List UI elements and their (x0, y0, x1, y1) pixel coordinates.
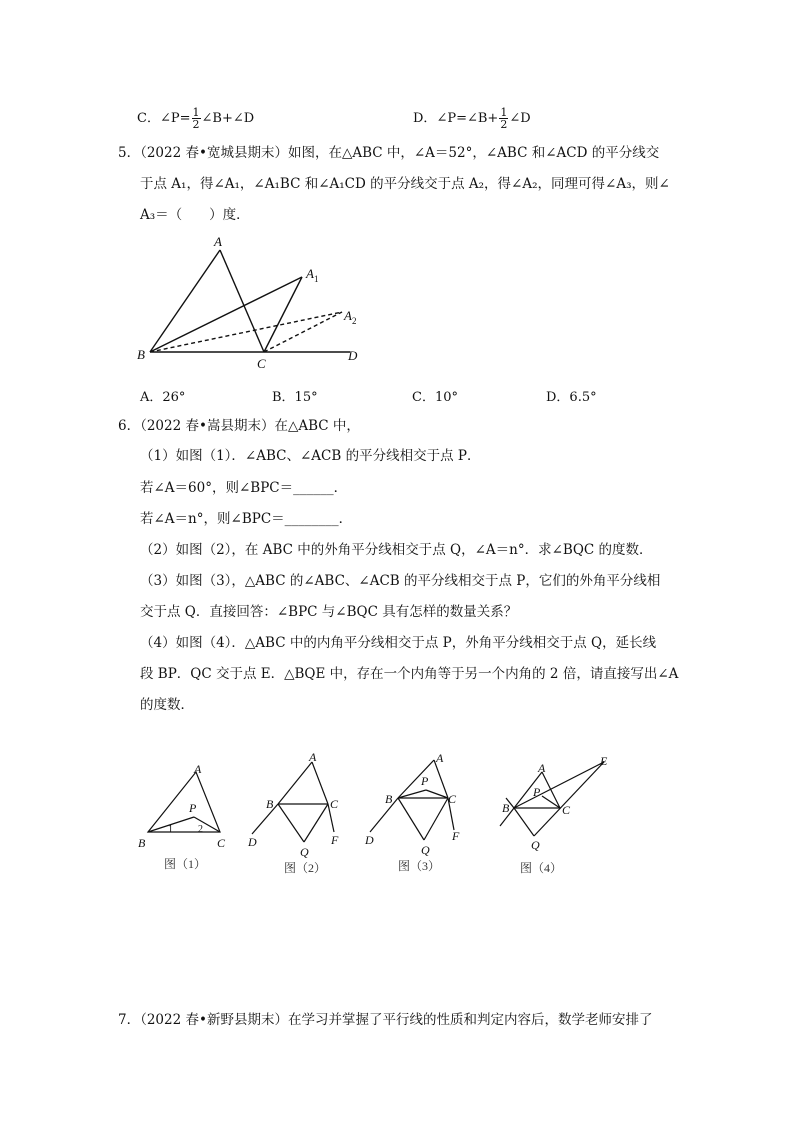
q6-line-5: （2）如图（2），在 ABC 中的外角平分线相交于点 Q，∠A＝n°．求∠BQC 的度数． (140, 542, 653, 558)
label-p: P (533, 785, 541, 799)
q6-line-6: （3）如图（3），△ABC 的∠ABC、∠ACB 的平分线相交于点 P，它们的外角平分线相 (140, 573, 661, 589)
line-ca1 (264, 277, 302, 352)
label-p: P (421, 774, 429, 788)
label-c: C (257, 356, 266, 371)
q6-figure-2 (242, 748, 352, 880)
label-q: Q (421, 843, 430, 857)
line-ba2 (150, 312, 342, 352)
option-c: C．∠P= $\frac{1}{2}$ ∠B+∠D (137, 106, 255, 131)
label-c: C (217, 836, 226, 850)
label-b: B (385, 792, 393, 806)
extension-bd (252, 804, 278, 834)
line-ca2 (264, 312, 342, 352)
label-b: B (137, 347, 145, 362)
label-a: A (309, 750, 317, 764)
caption: 图（3） (398, 859, 441, 873)
q6-figure-4 (494, 752, 622, 882)
line-bq (514, 808, 534, 836)
fraction: $\frac{1}{2}$ (192, 106, 200, 131)
q6-line-1: 6．（2022 春•嵩县期末）在△ABC 中， (118, 418, 360, 434)
q5-figure (130, 232, 370, 372)
side-ab (150, 250, 220, 352)
angle-2-label: 2 (198, 824, 203, 835)
line-cq (424, 798, 448, 840)
label-a1: $A_1$ (306, 266, 319, 284)
triangle-abc (148, 772, 220, 832)
line-bq (398, 798, 424, 840)
line-cq (304, 804, 328, 842)
q6-line-3: 若∠A＝60°，则∠BPC＝______． (140, 480, 348, 496)
label-d: D (248, 835, 257, 849)
label-c: C (448, 792, 457, 806)
q6-line-4: 若∠A＝n°，则∠BPC＝________． (140, 511, 353, 527)
q5-option-a: A．26° (140, 390, 186, 405)
q5-line-2: 于点 A₁，得∠A₁，∠A₁BC 和∠A₁CD 的平分线交于点 A₂，得∠A₂，同理可得∠A₃，则∠ (140, 176, 670, 192)
label-f: F (331, 833, 339, 847)
q6-line-2: （1）如图（1）．∠ABC、∠ACB 的平分线相交于点 P． (140, 448, 481, 464)
label-d: D (365, 833, 374, 847)
side-ab (278, 762, 312, 804)
q6-figure-1 (138, 760, 238, 880)
caption: 图（4） (520, 861, 563, 875)
fraction: $\frac{1}{2}$ (500, 106, 508, 131)
caption: 图（1） (164, 857, 207, 871)
q6-line-10: 的度数． (140, 697, 194, 713)
q7-line-1: 7．（2022 春•新野县期末）在学习并掌握了平行线的性质和判定内容后，数学老师安排了 (118, 1012, 653, 1028)
line-ba1 (150, 277, 302, 352)
option-d: D．∠P=∠B+ $\frac{1}{2}$ ∠D (413, 106, 531, 131)
label-p: P (189, 801, 197, 815)
label-d: D (348, 348, 358, 363)
q5-line-1: 5．（2022 春•宽城县期末）如图，在△ABC 中，∠A＝52°，∠ABC 和∠ACD 的平分线交 (118, 145, 660, 161)
label-b: B (502, 801, 510, 815)
extension-bd (370, 798, 398, 832)
angle-1-label: 1 (168, 824, 173, 835)
line-cp (426, 790, 448, 798)
q5-option-c: C．10° (412, 390, 458, 405)
label-a: A (436, 751, 444, 765)
label-e: E (600, 754, 608, 768)
caption: 图（2） (284, 861, 327, 875)
line-be (514, 762, 604, 808)
line-bq (278, 804, 304, 842)
label-q: Q (531, 838, 540, 852)
label-a: A (194, 762, 202, 776)
q6-line-7: 交于点 Q．直接回答：∠BPC 与∠BQC 具有怎样的数量关系？ (140, 604, 518, 620)
label-q: Q (300, 845, 309, 859)
label-b: B (266, 797, 274, 811)
side-ac (312, 762, 328, 804)
label-a: A (538, 761, 546, 775)
label-a: A (214, 234, 222, 249)
q5-option-d: D．6.5° (546, 390, 597, 405)
side-ac (434, 760, 448, 798)
q6-figure-3 (362, 748, 474, 878)
label-c: C (330, 797, 339, 811)
q6-line-9: 段 BP．QC 交于点 E．△BQE 中，存在一个内角等于另一个内角的 2 倍，请直接写出∠A (140, 666, 679, 682)
label-b: B (138, 836, 146, 850)
label-f: F (452, 829, 460, 843)
label-c: C (562, 803, 571, 817)
q5-option-b: B．15° (272, 390, 318, 405)
label-a2: $A_2$ (344, 308, 357, 326)
q6-line-8: （4）如图（4）．△ABC 中的内角平分线相交于点 P，外角平分线相交于点 Q，延长线 (140, 635, 657, 651)
q5-line-3: A₃＝（ ）度． (140, 207, 250, 223)
